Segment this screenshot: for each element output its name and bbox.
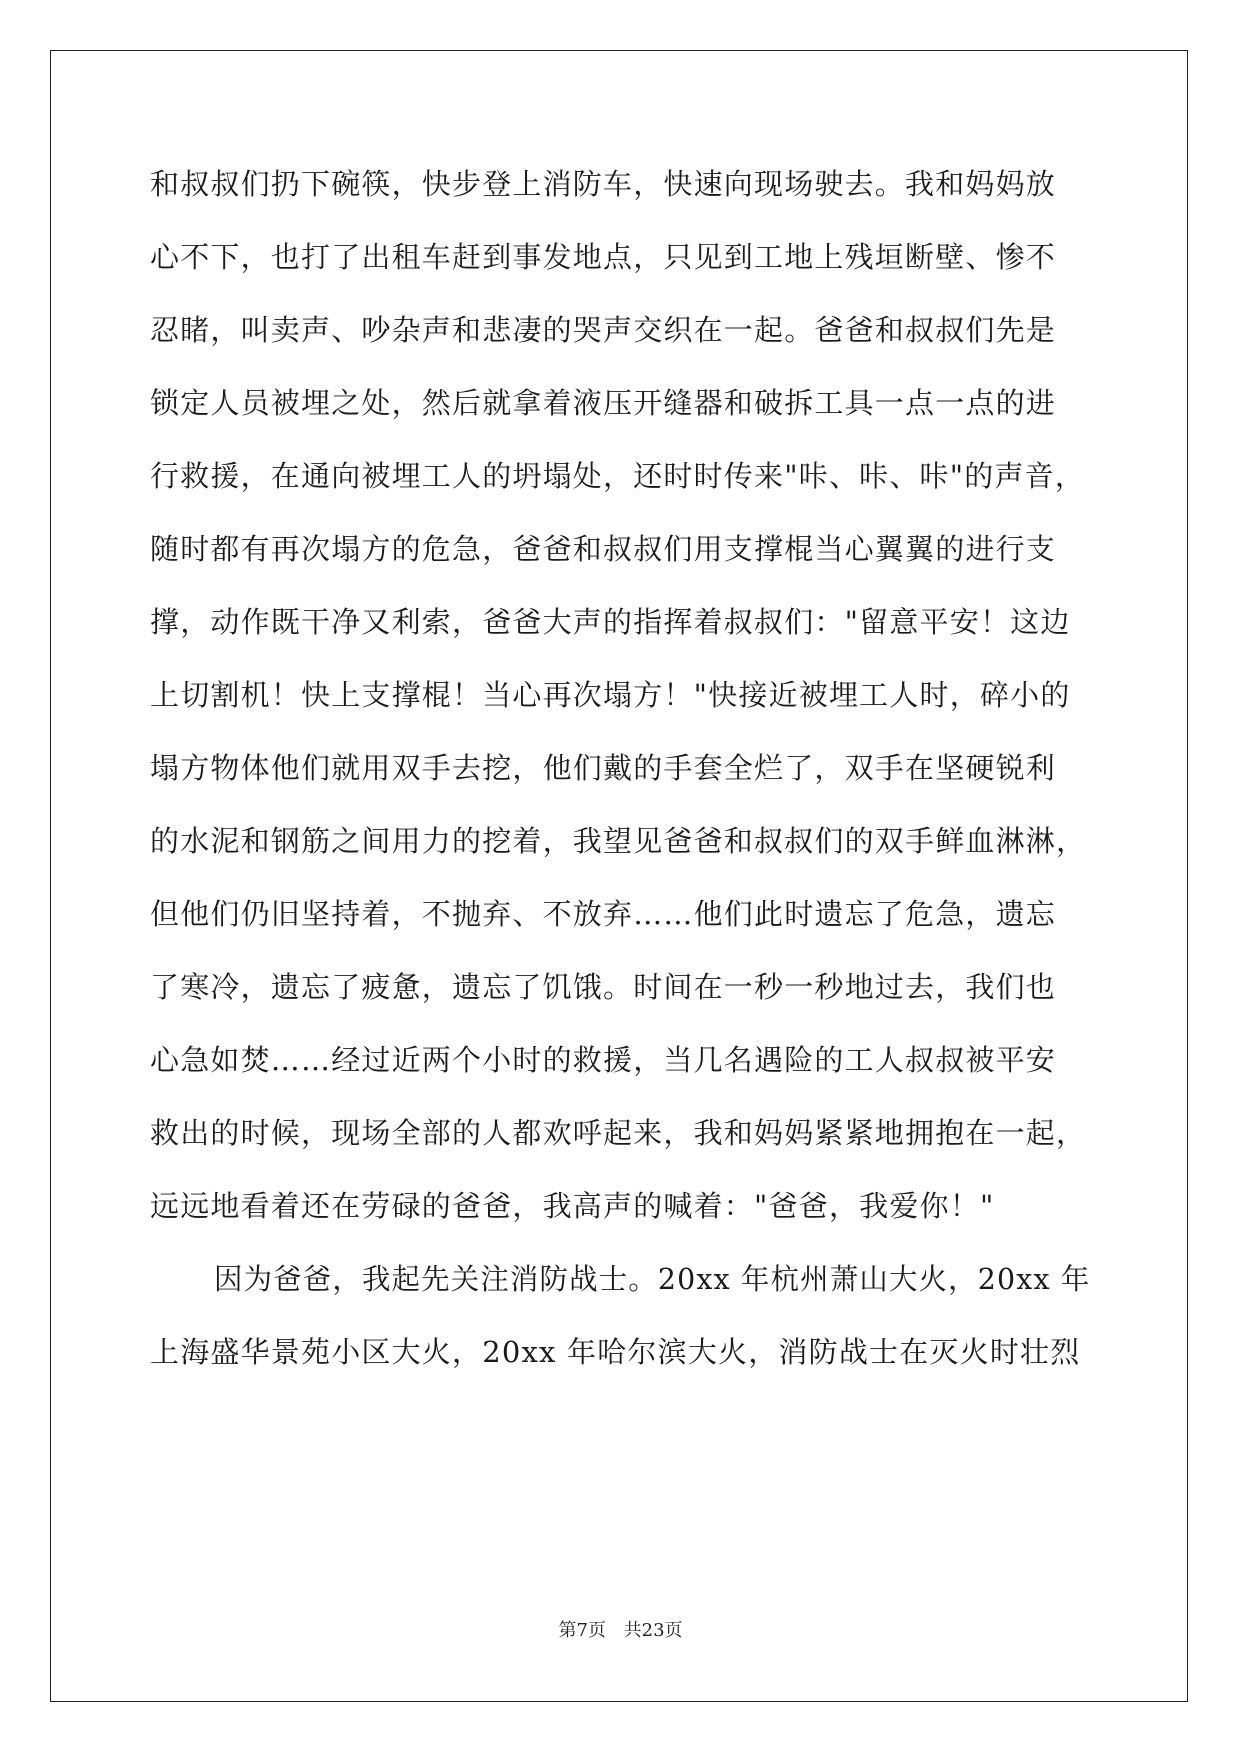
page-number: 第7页 [558, 1620, 606, 1641]
text-line-8: 上切割机！快上支撑棍！当心再次塌方！"快接近被埋工人时，碎小的 [150, 678, 1071, 712]
text-line-9: 塌方物体他们就用双手去挖，他们戴的手套全烂了，双手在坚硬锐利 [150, 751, 1057, 785]
text-line-3: 忍睹，叫卖声、吵杂声和悲凄的哭声交织在一起。爸爸和叔叔们先是 [150, 313, 1057, 347]
text-line-7: 撑，动作既干净又利索，爸爸大声的指挥着叔叔们："留意平安！这边 [150, 605, 1071, 639]
text-line-16-paragraph-start: 因为爸爸，我起先关注消防战士。20xx 年杭州萧山大火，20xx 年 [214, 1262, 1091, 1296]
text-line-15: 远远地看着还在劳碌的爸爸，我高声的喊着："爸爸，我爱你！" [150, 1189, 995, 1223]
text-line-4: 锁定人员被埋之处，然后就拿着液压开缝器和破拆工具一点一点的进 [150, 386, 1057, 420]
text-line-1: 和叔叔们扔下碗筷，快步登上消防车，快速向现场驶去。我和妈妈放 [150, 167, 1057, 201]
text-line-14: 救出的时候，现场全部的人都欢呼起来，我和妈妈紧紧地拥抱在一起， [150, 1116, 1087, 1150]
text-line-10: 的水泥和钢筋之间用力的挖着，我望见爸爸和叔叔们的双手鲜血淋淋， [150, 824, 1087, 858]
text-line-17: 上海盛华景苑小区大火，20xx 年哈尔滨大火，消防战士在灭火时壮烈 [150, 1335, 1081, 1369]
page-border [50, 50, 1188, 1702]
text-line-5: 行救援，在通向被埋工人的坍塌处，还时时传来"咔、咔、咔"的声音， [150, 459, 1086, 493]
text-line-13: 心急如焚……经过近两个小时的救援，当几名遇险的工人叔叔被平安 [150, 1043, 1057, 1077]
text-line-2: 心不下，也打了出租车赶到事发地点，只见到工地上残垣断壁、惨不 [150, 240, 1057, 274]
text-line-6: 随时都有再次塌方的危急，爸爸和叔叔们用支撑棍当心翼翼的进行支 [150, 532, 1057, 566]
text-line-12: 了寒冷，遗忘了疲惫，遗忘了饥饿。时间在一秒一秒地过去，我们也 [150, 970, 1057, 1004]
page-total: 共23页 [623, 1620, 683, 1641]
page-footer [0, 1616, 1241, 1642]
text-line-11: 但他们仍旧坚持着，不抛弃、不放弃……他们此时遗忘了危急，遗忘 [150, 897, 1057, 931]
